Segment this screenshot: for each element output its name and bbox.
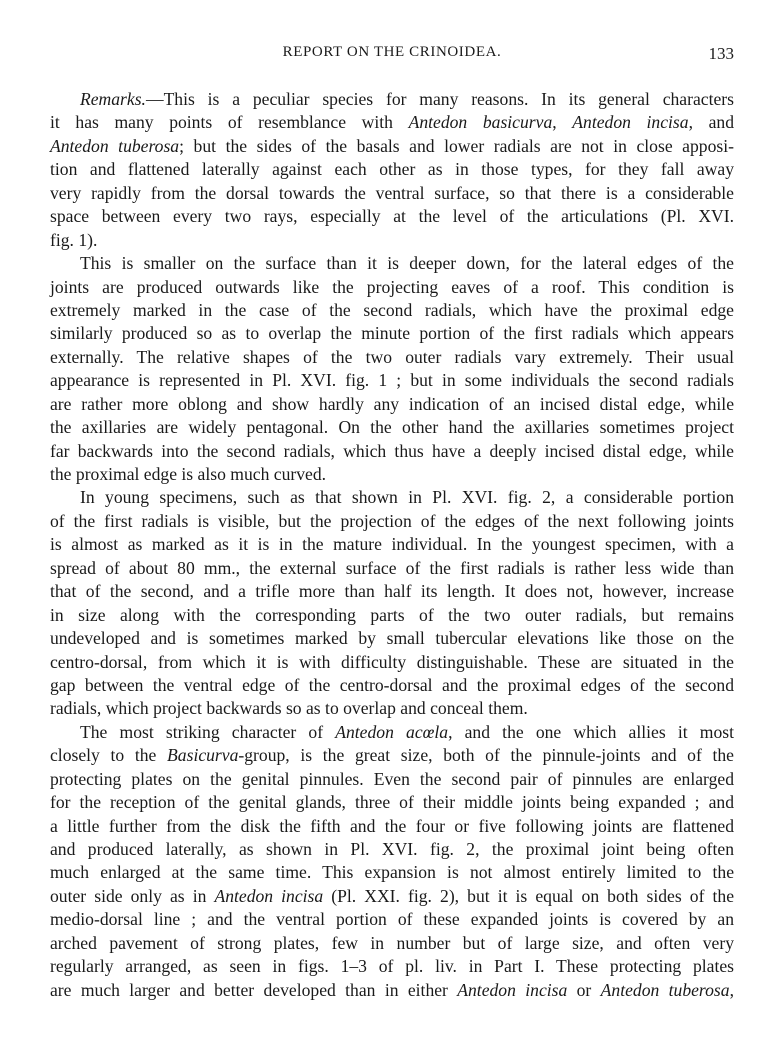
text-run: are rather more oblong and show hardly any indication of an incised distal edge, while: [50, 393, 734, 414]
text-line: [50, 416, 734, 439]
italic-term: Antedon incisa: [457, 979, 568, 1000]
text-run: far backwards into the second radials, which thus have a deeply incised distal edge, while: [50, 440, 734, 461]
text-run: much enlarged at the same time. This expansion is not almost entirely limited to the: [50, 862, 734, 883]
text-run: ; but the sides of the basals and lower radials are not in close apposi-: [179, 135, 734, 156]
text-line: [50, 369, 734, 392]
text-run: very rapidly from the dorsal towards the ventral surface, so that there is a considerable: [50, 182, 734, 203]
text-run: -group, is the great size, both of the pinnule-joints and of the: [238, 745, 734, 766]
italic-term: Antedon acœla: [335, 721, 449, 742]
italic-term: Basicurva: [167, 745, 239, 766]
running-title: REPORT ON THE CRINOIDEA.: [282, 44, 502, 60]
text-run: radials, which project backwards so as to overlap and conceal them.: [50, 698, 528, 719]
text-line: [50, 627, 734, 650]
text-line: [50, 322, 734, 345]
text-run: similarly produced so as to overlap the minute portion of the first radials which appears: [50, 323, 734, 344]
text-run: or: [567, 979, 601, 1000]
text-run: tion and flattened laterally against each other as in those types, for they fall away: [50, 159, 734, 180]
text-run: protecting plates on the genital pinnules. Even the second pair of pinnules are enlarged: [50, 768, 734, 789]
text-run: medio-dorsal line ; and the ventral portion of these expanded joints is covered by an: [50, 909, 734, 930]
text-run: a little further from the disk the fifth and the four or five following joints are flattened: [50, 815, 734, 836]
text-run: joints are produced outwards like the projecting eaves of a roof. This condition is: [50, 276, 734, 297]
paragraph-remarks: [50, 88, 734, 252]
text-run: undeveloped and is sometimes marked by small tubercular elevations like those on the: [50, 628, 734, 649]
text-run: are much larger and better developed than in either: [50, 979, 458, 1000]
text-line: [50, 768, 734, 791]
paragraph-striking: [50, 721, 734, 1002]
text-line: [50, 697, 734, 720]
text-run: for the reception of the genital glands, three of their middle joints being expanded ; and: [50, 792, 734, 813]
text-run: is almost as marked as it is in the mature individual. In the youngest specimen, with a: [50, 534, 734, 555]
text-run: The most striking character of: [80, 721, 336, 742]
italic-term: Remarks.: [80, 89, 146, 109]
text-run: outer side only as in: [50, 885, 215, 906]
text-line: [50, 205, 734, 228]
italic-term: Antedon tuberosa: [600, 979, 730, 1000]
text-line: [50, 815, 734, 838]
text-run: fig. 1).: [50, 229, 98, 250]
italic-term: Antedon basicurva: [408, 112, 553, 133]
text-line: [50, 651, 734, 674]
text-run: , and the one which allies it most: [448, 721, 734, 742]
text-run: spread of about 80 mm., the external surface of the first radials is rather less wide than: [50, 557, 734, 578]
text-run: regularly arranged, as seen in figs. 1–3 of pl. liv. in Part I. These protecting plates: [50, 956, 734, 977]
text-line: [50, 533, 734, 556]
text-run: ,: [552, 112, 573, 133]
text-line: [50, 721, 734, 744]
text-run: externally. The relative shapes of the two outer radials vary extremely. Their usual: [50, 346, 734, 367]
text-line: [50, 861, 734, 884]
text-line: [50, 955, 734, 978]
text-line: [50, 838, 734, 861]
text-line: [50, 744, 734, 767]
body-text: [50, 88, 734, 1002]
paragraph-young: [50, 486, 734, 720]
text-line: [50, 510, 734, 533]
text-line: [50, 440, 734, 463]
text-line: [50, 463, 734, 486]
text-line: [50, 182, 734, 205]
text-run: appearance is represented in Pl. XVI. fig. 1 ; but in some individuals the second radials: [50, 370, 734, 391]
text-run: gap between the ventral edge of the centro-dorsal and the proximal edges of the second: [50, 674, 734, 695]
text-line: [50, 932, 734, 955]
text-line: [50, 674, 734, 697]
text-line: [50, 486, 734, 509]
text-line: [50, 252, 734, 275]
text-line: [50, 791, 734, 814]
text-line: [50, 393, 734, 416]
text-run: —This is a peculiar species for many reasons. In its general characters: [145, 89, 734, 109]
text-run: in size along with the corresponding parts of the two outer radials, but remains: [50, 604, 734, 625]
text-run: This is smaller on the surface than it is deeper down, for the lateral edges of the: [80, 253, 734, 274]
text-run: In young specimens, such as that shown in Pl. XVI. fig. 2, a considerable portion: [80, 487, 734, 508]
text-run: it has many points of resemblance with: [50, 112, 409, 133]
text-line: [50, 299, 734, 322]
text-line: [50, 908, 734, 931]
text-line: [50, 346, 734, 369]
text-run: (Pl. XXI. fig. 2), but it is equal on both sides of the: [323, 885, 735, 906]
text-line: [50, 158, 734, 181]
text-run: extremely marked in the case of the second radials, which have the proximal edge: [50, 299, 734, 320]
text-run: ,: [729, 979, 734, 1000]
text-line: [50, 111, 734, 134]
text-run: the proximal edge is also much curved.: [50, 464, 327, 484]
text-line: [50, 88, 734, 111]
text-line: [50, 557, 734, 580]
text-run: the axillaries are widely pentagonal. On the other hand the axillaries sometimes project: [50, 417, 734, 438]
italic-term: Antedon tuberosa: [50, 135, 180, 156]
text-run: arched pavement of strong plates, few in number but of large size, and often very: [50, 932, 734, 953]
text-line: [50, 885, 734, 908]
text-run: centro-dorsal, from which it is with difficulty distinguishable. These are situated in the: [50, 651, 734, 672]
paragraph-surface: [50, 252, 734, 486]
text-run: space between every two rays, especially at the level of the articulations (Pl. XVI.: [50, 206, 734, 227]
text-line: [50, 276, 734, 299]
page-number: 133: [708, 44, 734, 63]
text-line: [50, 979, 734, 1002]
text-line: [50, 229, 734, 252]
italic-term: Antedon incisa: [214, 885, 324, 906]
text-run: , and: [688, 112, 735, 133]
text-run: of the first radials is visible, but the projection of the edges of the next following joints: [50, 510, 734, 531]
running-head: [50, 44, 734, 68]
text-line: [50, 604, 734, 627]
text-run: that of the second, and a trifle more than half its length. It does not, however, increase: [50, 581, 734, 602]
text-line: [50, 580, 734, 603]
text-run: and produced laterally, as shown in Pl. XVI. fig. 2, the proximal joint being often: [50, 839, 734, 859]
text-line: [50, 135, 734, 158]
italic-term: Antedon incisa: [572, 112, 689, 133]
text-run: closely to the: [50, 745, 168, 766]
